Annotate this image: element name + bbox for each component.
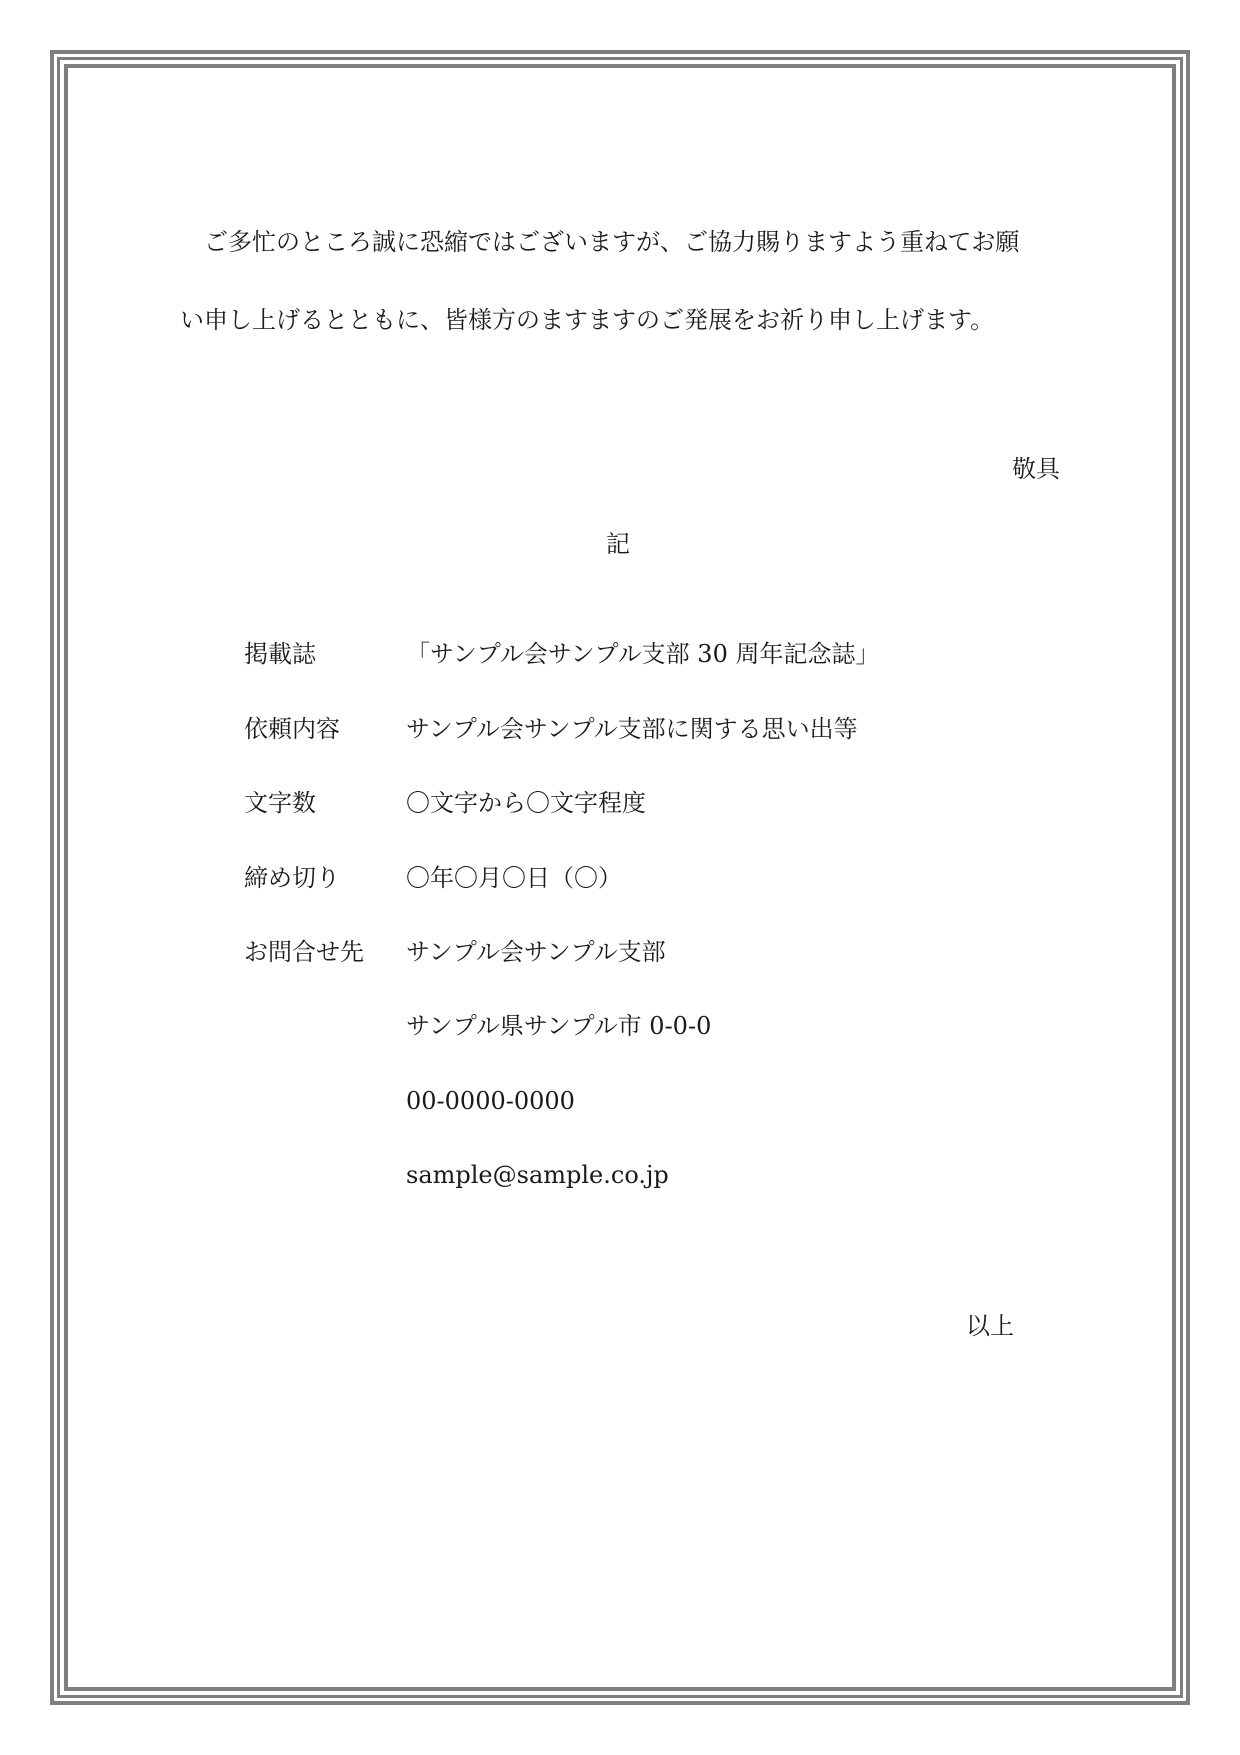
contact-label: お問合せ先	[244, 938, 364, 966]
body-text-line-1: ご多忙のところ誠に恐縮ではございますが、ご協力賜りますよう重ねてお願	[204, 228, 1020, 256]
closing-keigu: 敬具	[1012, 455, 1060, 483]
char-count-label: 文字数	[244, 789, 316, 817]
request-value: サンプル会サンプル支部に関する思い出等	[406, 715, 858, 743]
contact-address: サンプル県サンプル市 0-0-0	[406, 1012, 712, 1040]
char-count-value: 〇文字から〇文字程度	[406, 789, 646, 817]
magazine-value: 「サンプル会サンプル支部 30 周年記念誌」	[406, 640, 880, 668]
closing-ijou: 以上	[966, 1312, 1014, 1340]
deadline-label: 締め切り	[244, 864, 340, 892]
contact-org: サンプル会サンプル支部	[406, 938, 666, 966]
body-text-line-2: い申し上げるとともに、皆様方のますますのご発展をお祈り申し上げます。	[180, 306, 995, 334]
request-label: 依頼内容	[244, 715, 340, 743]
magazine-label: 掲載誌	[244, 640, 316, 668]
contact-phone: 00-0000-0000	[406, 1087, 575, 1115]
ki-heading: 記	[606, 530, 630, 558]
deadline-value: 〇年〇月〇日（〇）	[406, 864, 622, 892]
contact-email: sample@sample.co.jp	[406, 1161, 669, 1189]
